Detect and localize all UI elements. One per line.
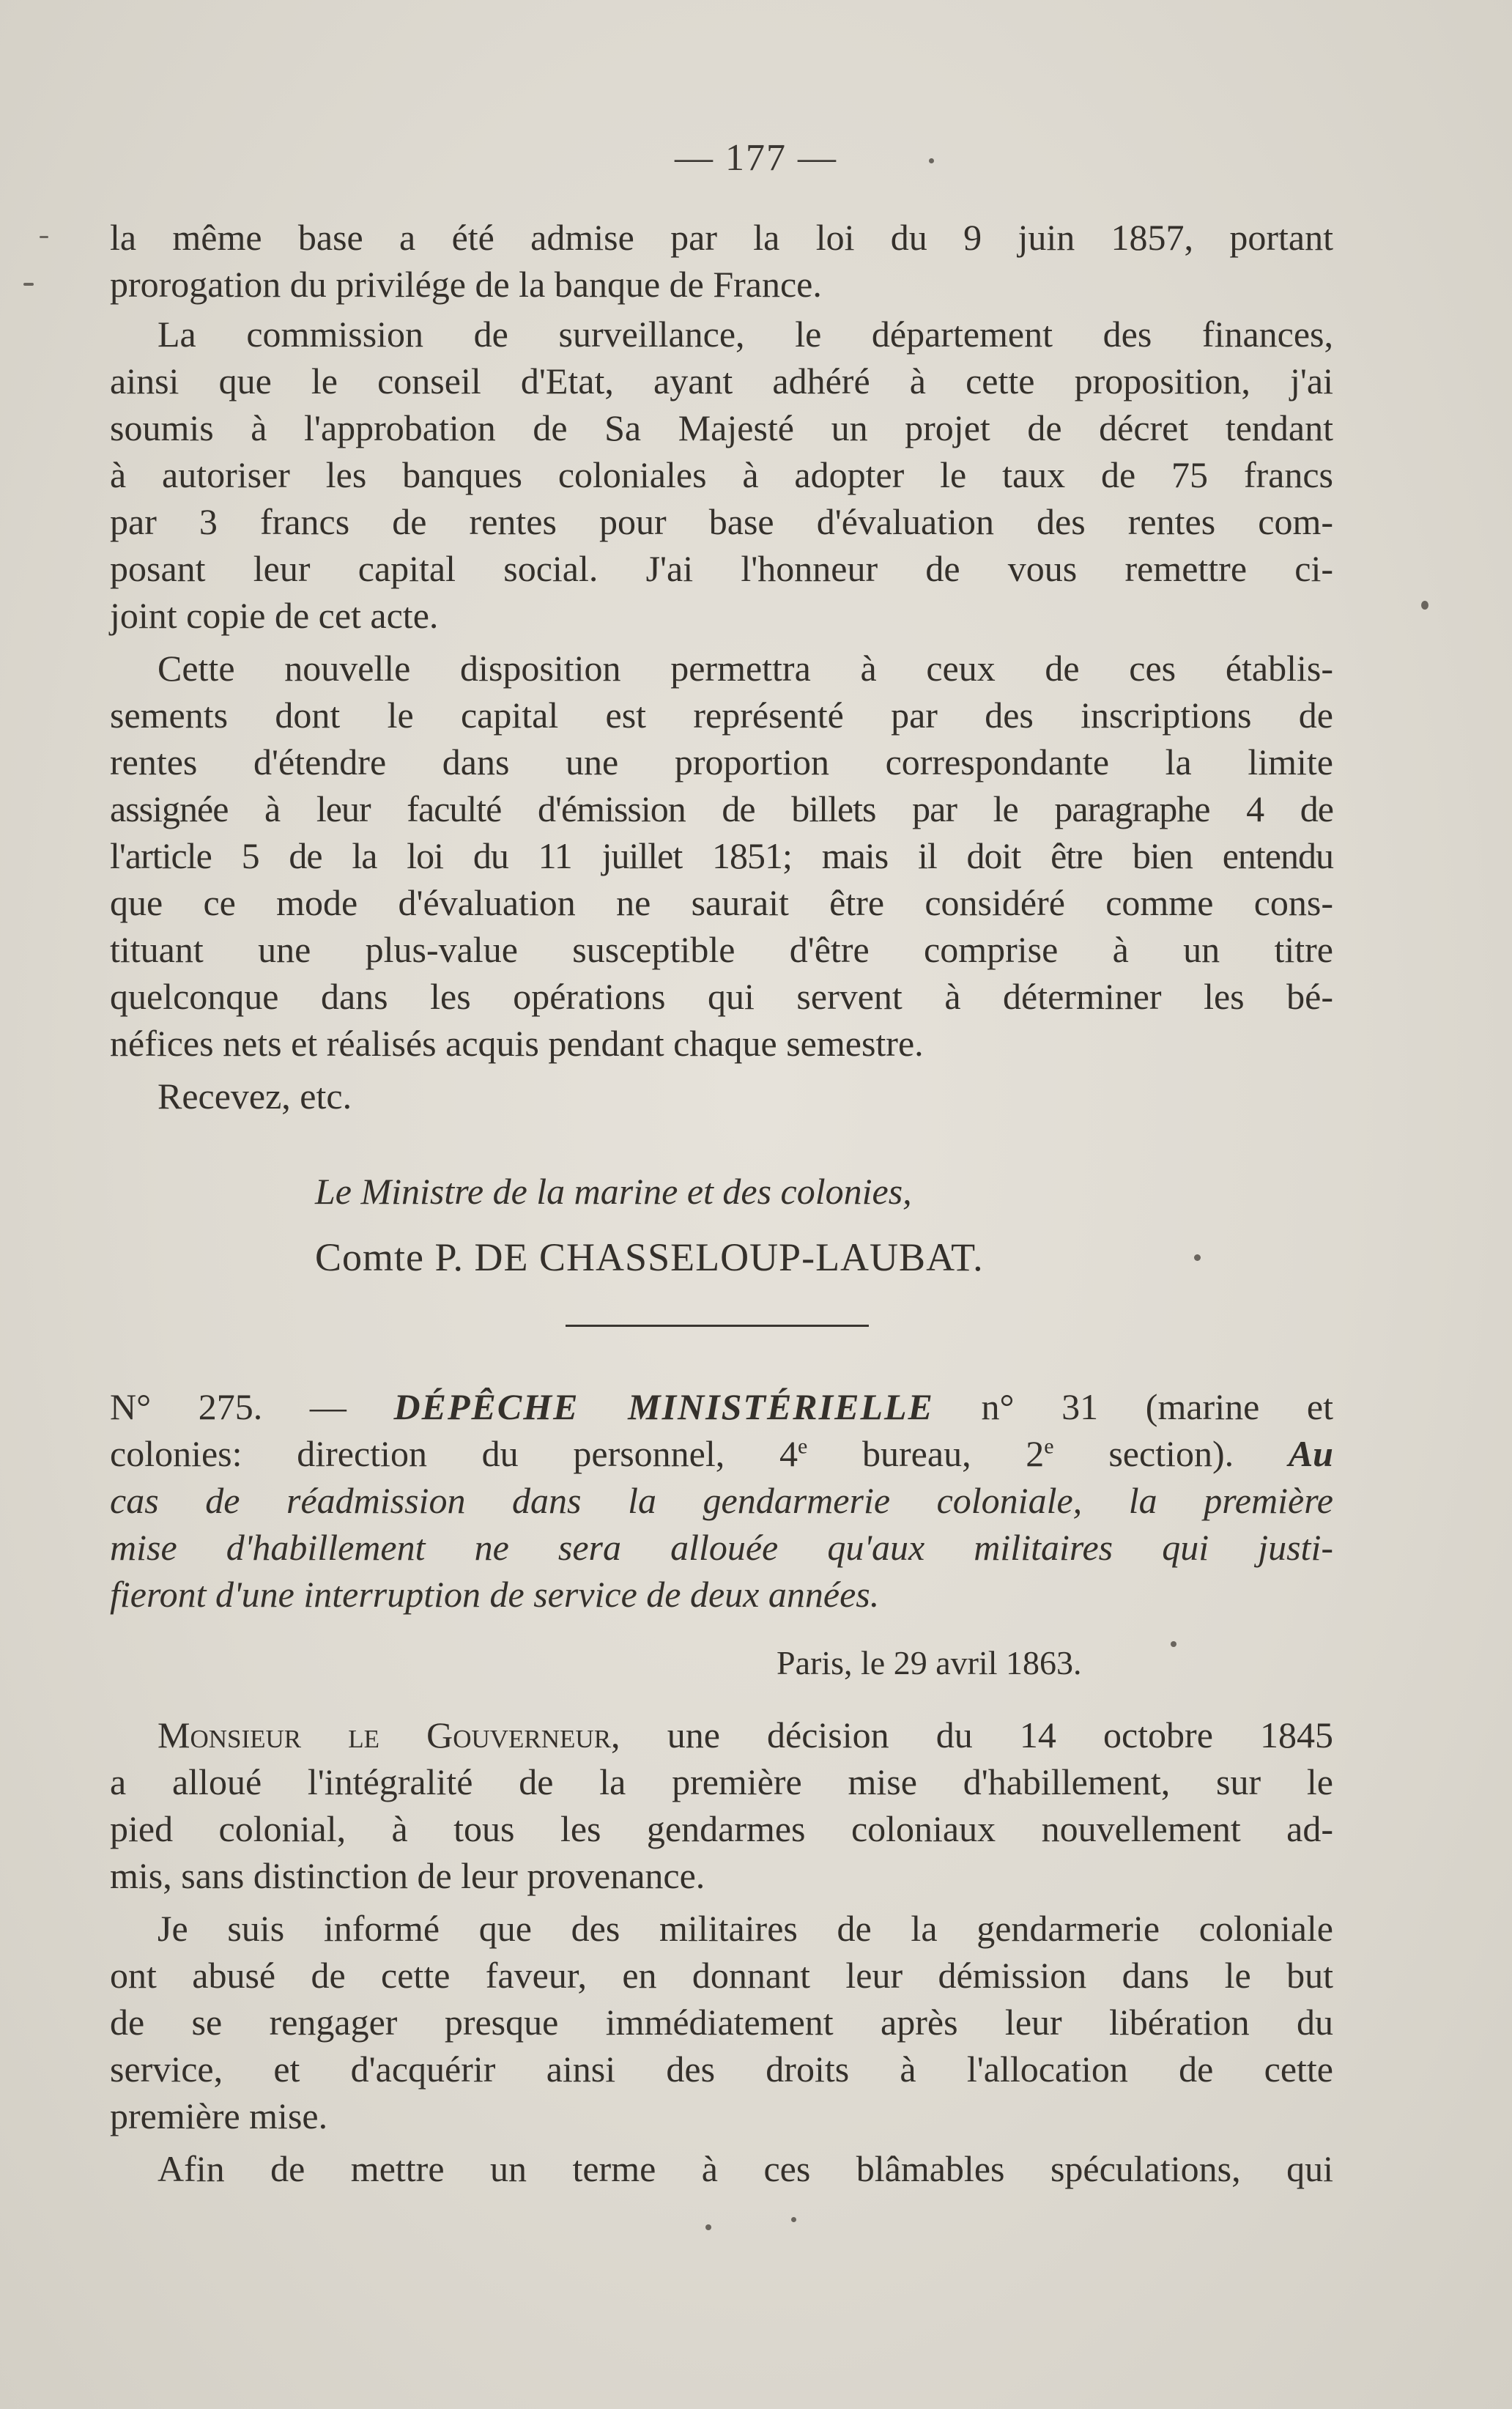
scan-speck <box>1421 601 1428 610</box>
despatch-ref: colonies: direction du personnel, 4 <box>110 1433 798 1474</box>
text-line: Afin de mettre un terme à ces blâmables spéculations, qui <box>158 2148 1333 2189</box>
scan-speck <box>23 283 34 286</box>
superscript: e <box>1044 1434 1054 1459</box>
text-line: une décision du 14 octobre 1845 <box>667 1714 1334 1755</box>
scan-speck <box>929 158 934 163</box>
text-line: posant leur capital social. J'ai l'honneur de vous remettre ci- <box>110 548 1333 589</box>
superscript: e <box>797 1434 808 1459</box>
text-line: prorogation du privilége de la banque de France. <box>110 264 822 305</box>
text-line: rentes d'étendre dans une proportion correspondante la limite <box>110 741 1333 782</box>
salutation: Monsieur le Gouverneur, <box>158 1714 620 1755</box>
text-line: joint copie de cet acte. <box>110 595 439 636</box>
text-line: quelconque dans les opérations qui servent à déterminer les bé- <box>110 976 1333 1017</box>
text-line: à autoriser les banques coloniales à adopter le taux de 75 francs <box>110 454 1333 495</box>
section-divider <box>566 1325 869 1327</box>
despatch-ref: n° 31 (marine et <box>981 1386 1333 1427</box>
despatch-summary: Au <box>1288 1433 1333 1474</box>
text-line: ont abusé de cette faveur, en donnant leur démission dans le but <box>110 1955 1333 1996</box>
despatch-heading-line <box>110 1430 1333 1477</box>
signature-name: Comte P. DE CHASSELOUP-LAUBAT. <box>315 1235 984 1279</box>
scan-speck <box>1171 1641 1176 1647</box>
despatch-summary: fieront d'une interruption de service de deux années. <box>110 1574 880 1615</box>
text-line: assignée à leur faculté d'émission de billets par le paragraphe 4 de <box>110 788 1333 829</box>
page-header: — 177 — <box>675 137 837 179</box>
despatch-ref: bureau, 2 <box>807 1433 1045 1474</box>
despatch-ref: section). <box>1053 1433 1234 1474</box>
text-line: Cette nouvelle disposition permettra à ceux de ces établis- <box>158 648 1333 689</box>
scan-speck <box>791 2217 796 2222</box>
scan-speck <box>40 236 48 238</box>
text-line: sements dont le capital est représenté par des inscriptions de <box>110 695 1333 736</box>
text-line: par 3 francs de rentes pour base d'évaluation des rentes com- <box>110 501 1333 542</box>
despatch-kind: DÉPÊCHE MINISTÉRIELLE <box>393 1386 934 1427</box>
despatch-summary: cas de réadmission dans la gendarmerie coloniale, la première <box>110 1480 1333 1521</box>
text-line: néfices nets et réalisés acquis pendant chaque semestre. <box>110 1023 924 1064</box>
text-line: mis, sans distinction de leur provenance. <box>110 1855 705 1896</box>
text-line: Je suis informé que des militaires de la gendarmerie coloniale <box>158 1908 1333 1949</box>
letter-opening-line <box>158 1712 1333 1758</box>
text-line: soumis à l'approbation de Sa Majesté un projet de décret tendant <box>110 407 1333 448</box>
text-line: première mise. <box>110 2095 328 2136</box>
text-line: l'article 5 de la loi du 11 juillet 1851; mais il doit être bien entendu <box>110 835 1333 876</box>
text-line: que ce mode d'évaluation ne saurait être considéré comme cons- <box>110 882 1333 923</box>
text-line: La commission de surveillance, le département des finances, <box>158 314 1333 355</box>
text-line: de se rengager presque immédiatement après leur libération du <box>110 2002 1333 2043</box>
dateline: Paris, le 29 avril 1863. <box>777 1644 1082 1681</box>
text-line: pied colonial, à tous les gendarmes coloniaux nouvellement ad- <box>110 1808 1333 1849</box>
despatch-number: N° 275. — <box>110 1386 346 1427</box>
despatch-summary: mise d'habillement ne sera allouée qu'aux militaires qui justi- <box>110 1527 1333 1568</box>
closing-formula: Recevez, etc. <box>158 1076 352 1117</box>
signature-title: Le Ministre de la marine et des colonies, <box>315 1171 912 1212</box>
scan-speck <box>1194 1254 1201 1261</box>
text-line: service, et d'acquérir ainsi des droits à l'allocation de cette <box>110 2049 1333 2090</box>
scan-speck <box>705 2224 711 2230</box>
text-line: ainsi que le conseil d'Etat, ayant adhéré à cette proposition, j'ai <box>110 360 1333 402</box>
text-line: a alloué l'intégralité de la première mise d'habillement, sur le <box>110 1761 1333 1802</box>
despatch-heading-line <box>110 1383 1333 1430</box>
text-line: tituant une plus-value susceptible d'être comprise à un titre <box>110 929 1333 970</box>
text-line: la même base a été admise par la loi du 9 juin 1857, portant <box>110 217 1333 258</box>
